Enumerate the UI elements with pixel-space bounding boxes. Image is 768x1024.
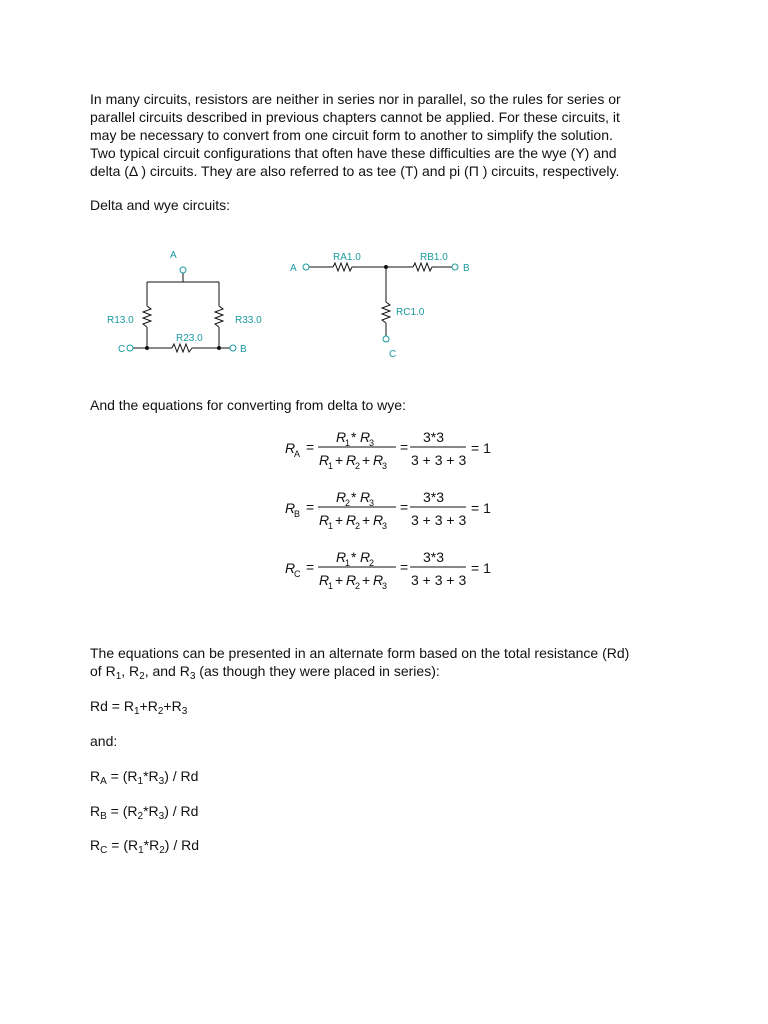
eq-result: = 1 (471, 560, 491, 576)
svg-text:3: 3 (382, 461, 388, 471)
eq-num-value: 3*3 (423, 489, 445, 505)
eq-num-value: 3*3 (423, 429, 445, 445)
delta-node-a-label: A (170, 250, 177, 261)
eq-den-value: 3 + 3 + 3 (411, 452, 467, 468)
svg-text:+: + (335, 572, 344, 588)
svg-text:R: R (319, 452, 330, 468)
svg-text:=: = (306, 559, 315, 575)
svg-text:3: 3 (382, 581, 388, 591)
ra-formula: $R_A = (R_1*R_3) / Rd$ (90, 768, 199, 787)
equation-rc (285, 549, 491, 591)
delta-node-b-label: B (240, 344, 247, 355)
svg-text:+: + (362, 452, 371, 468)
rb-formula: $R_B = (R_2*R_3) / Rd$ (90, 803, 199, 822)
svg-text:2: 2 (369, 558, 375, 568)
svg-text:1: 1 (345, 558, 351, 568)
eq-result: = 1 (471, 500, 491, 516)
svg-text:R: R (360, 549, 371, 565)
svg-text:2: 2 (355, 521, 361, 531)
svg-text:3: 3 (369, 438, 375, 448)
svg-text:+: + (362, 512, 371, 528)
svg-text:*: * (351, 429, 357, 445)
and-label: and: (90, 733, 118, 749)
equation-ra (285, 429, 491, 471)
svg-text:=: = (306, 439, 315, 455)
eq-lhs: R (285, 560, 296, 576)
svg-text:R: R (373, 452, 384, 468)
eq-lhs-sub: A (294, 449, 301, 459)
svg-text:+: + (335, 452, 344, 468)
eq-lhs-sub: B (294, 509, 301, 519)
svg-text:+: + (362, 572, 371, 588)
svg-text:=: = (400, 559, 409, 575)
svg-text:R: R (346, 452, 357, 468)
eq-den-value: 3 + 3 + 3 (411, 512, 467, 528)
svg-text:2: 2 (355, 461, 361, 471)
intro-line: delta (Δ ) circuits. They are also referred to as tee (T) and pi (Π ) circuits, respectively. (90, 163, 620, 179)
delta-r3-label: R33.0 (235, 315, 262, 326)
equations-heading: And the equations for converting from delta to wye: (90, 397, 406, 413)
eq-den-value: 3 + 3 + 3 (411, 572, 467, 588)
equation-rb (285, 489, 491, 531)
rd-formula: $Rd = R_1+R_2+R_3$ (90, 698, 188, 717)
svg-text:R: R (373, 572, 384, 588)
intro-line: Two typical circuit configurations that often have these difficulties are the wye (Y) and (90, 145, 617, 161)
svg-text:R: R (346, 512, 357, 528)
svg-text:R: R (319, 572, 330, 588)
svg-text:=: = (306, 499, 315, 515)
svg-text:R: R (360, 429, 371, 445)
alternate-line: of $R_1$, $R_2$, and $R_3$ (as though they were placed in series): (90, 663, 440, 682)
intro-line: may be necessary to convert from one circuit form to another to simplify the solution. (90, 127, 613, 143)
svg-text:2: 2 (345, 498, 351, 508)
intro-line: parallel circuits described in previous chapters cannot be applied. For these circuits, it (90, 109, 620, 125)
svg-text:R: R (319, 512, 330, 528)
svg-text:2: 2 (355, 581, 361, 591)
delta-r1-label: R13.0 (107, 315, 134, 326)
wye-rc-label: RC1.0 (396, 307, 425, 318)
svg-text:=: = (400, 439, 409, 455)
intro-line: In many circuits, resistors are neither in series nor in parallel, so the rules for series or (90, 91, 621, 107)
svg-text:*: * (351, 549, 357, 565)
svg-text:+: + (335, 512, 344, 528)
svg-text:R: R (336, 549, 347, 565)
svg-text:R: R (360, 489, 371, 505)
svg-text:R: R (336, 489, 347, 505)
svg-text:R: R (336, 429, 347, 445)
eq-lhs-sub: C (294, 569, 301, 579)
svg-text:R: R (373, 512, 384, 528)
svg-text:*: * (351, 489, 357, 505)
alternate-line: The equations can be presented in an alternate form based on the total resistance (Rd) (90, 645, 630, 661)
delta-wye-equations (0, 420, 768, 600)
wye-node-b-label: B (463, 263, 470, 274)
svg-text:R: R (346, 572, 357, 588)
eq-lhs: R (285, 440, 296, 456)
intro-paragraph (90, 90, 690, 180)
wye-node-c-label: C (389, 349, 397, 360)
eq-num-value: 3*3 (423, 549, 445, 565)
svg-text:1: 1 (328, 581, 334, 591)
eq-result: = 1 (471, 440, 491, 456)
svg-text:1: 1 (328, 461, 334, 471)
svg-text:3: 3 (382, 521, 388, 531)
circuits-diagram (0, 240, 768, 370)
wye-ra-label: RA1.0 (333, 252, 361, 263)
eq-lhs: R (285, 500, 296, 516)
svg-text:1: 1 (345, 438, 351, 448)
svg-text:=: = (400, 499, 409, 515)
delta-wye-heading: Delta and wye circuits: (90, 197, 231, 213)
delta-node-c-label: C (118, 344, 126, 355)
rc-formula: $R_C = (R_1*R_2) / Rd$ (90, 837, 200, 856)
svg-text:3: 3 (369, 498, 375, 508)
svg-text:1: 1 (328, 521, 334, 531)
wye-rb-label: RB1.0 (420, 252, 448, 263)
alternate-form-paragraph (90, 644, 690, 680)
wye-node-a-label: A (290, 263, 297, 274)
delta-r2-label: R23.0 (176, 333, 203, 344)
